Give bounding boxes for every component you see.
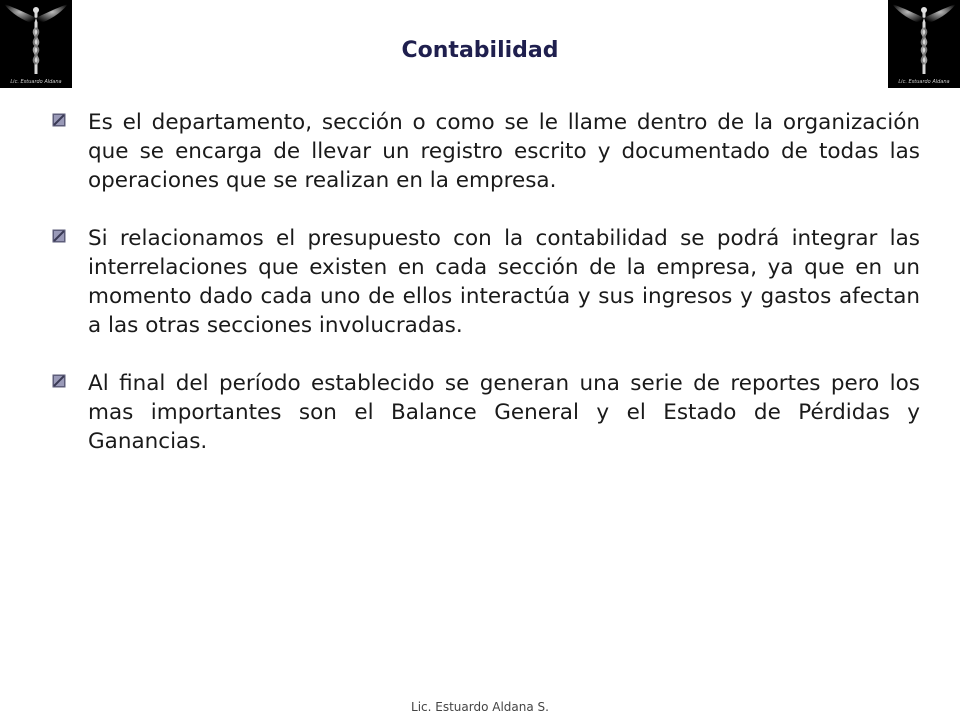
bullet-item (52, 369, 920, 456)
logo-caption: Lic. Estuardo Aldana (898, 79, 950, 85)
bullet-text: Es el departamento, sección o como se le llame dentro de la organización que se encarga de llevar un registro escrito y documentado de todas las operaciones que se realizan en la empresa. (88, 110, 920, 193)
bullet-item (52, 224, 920, 340)
footer-author: Lic. Estuardo Aldana S. (411, 700, 549, 714)
square-bullet-icon (52, 374, 66, 388)
bullet-item (52, 108, 920, 195)
square-bullet-icon (52, 229, 66, 243)
logo-caption: Lic. Estuardo Aldana (10, 79, 62, 85)
bullet-text: Al final del período establecido se generan una serie de reportes pero los mas importantes son el Balance General y el Estado de Pérdidas y Ganancias. (88, 371, 920, 454)
bullet-text: Si relacionamos el presupuesto con la contabilidad se podrá integrar las interrelaciones que existen en cada sección de la empresa, ya que en un momento dado cada uno de ellos interactúa y sus ingresos y gastos afectan a las otras secciones involucradas. (88, 226, 920, 338)
bullet-list (52, 108, 920, 485)
square-bullet-icon (52, 113, 66, 127)
slide-title: Contabilidad (401, 38, 559, 63)
